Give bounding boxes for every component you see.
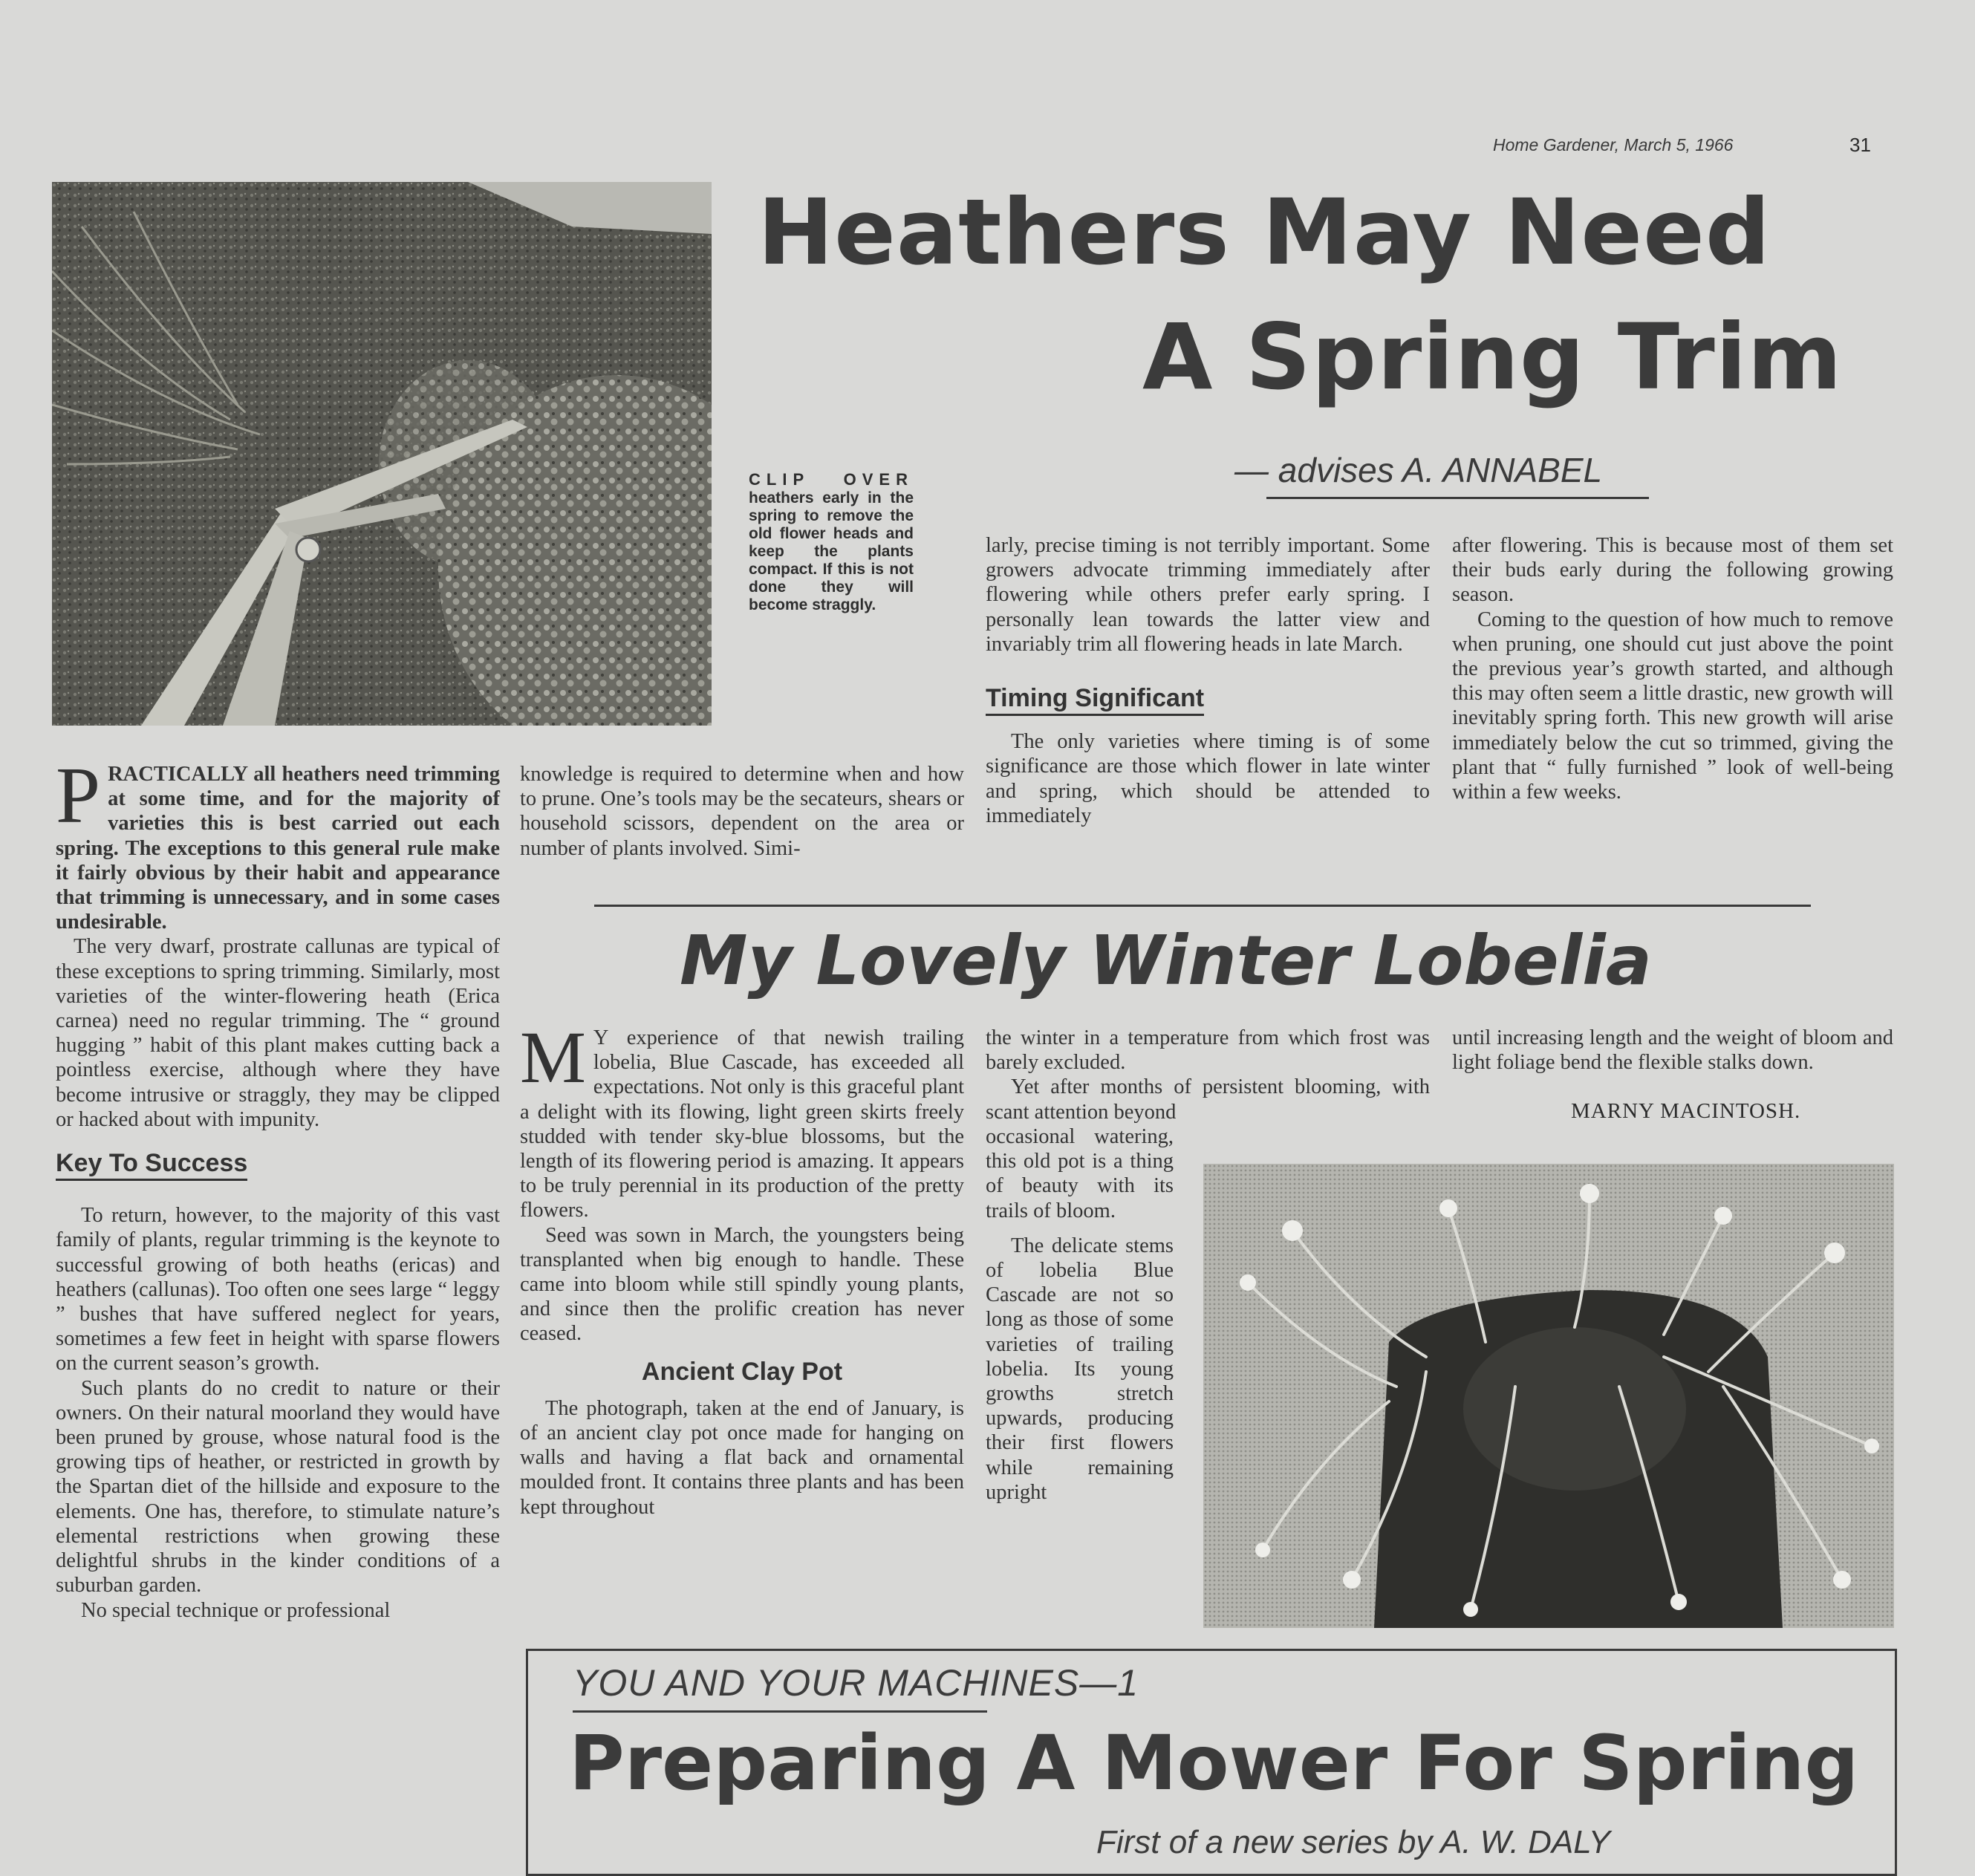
page-number: 31 xyxy=(1849,134,1871,156)
lobelia-column-2 xyxy=(986,1026,1430,1124)
shears-on-heather-image xyxy=(52,182,712,726)
byline-underline xyxy=(1266,497,1649,499)
caption-text: heathers early in the spring to remove the old flower heads and keep the plants compact. If this is not done they will become straggly. xyxy=(749,489,914,613)
heathers-column-2 xyxy=(520,762,964,861)
lobelia-column-1 xyxy=(520,1016,964,1520)
lobelia-dropcap: M xyxy=(520,1016,586,1098)
intro-bold-text: RACTICALLY all heathers need trimming at some time, and for the majority of varieties this is best carried out each spring. The exceptions to this general rule make it fairly obvious by their habit and appearance that trimming is unnecessary, and in some cases undesirable. xyxy=(56,763,500,934)
heathers-column-3 xyxy=(986,533,1430,828)
heathers-byline: — advises A. ANNABEL xyxy=(1234,451,1603,489)
heathers-intro xyxy=(56,752,500,934)
lobelia-paragraph-5: Yet after months of persistent blooming, with scant attention beyond xyxy=(986,1075,1430,1124)
mower-article-title: Preparing A Mower For Spring xyxy=(569,1719,1859,1808)
lobelia-photo xyxy=(1203,1164,1894,1628)
lobelia-paragraph-8: until increasing length and the weight of bloom and light foliage bend the flexible stalks down. xyxy=(1452,1026,1893,1075)
machines-article-box xyxy=(526,1649,1897,1876)
heathers-column-1 xyxy=(56,752,500,1623)
lobelia-title: My Lovely Winter Lobelia xyxy=(680,921,1652,1000)
lobelia-paragraph-1-text: Y experience of that newish trailing lobelia, Blue Cascade, has exceeded all expectations. Not only is this graceful plant a delight with its flowing, light green skirts freely studded with tender sky-blue blossoms, but the length of its flowering period is amazing. It appears to be truly perennial in its production of the pretty flowers. xyxy=(520,1026,964,1222)
lobelia-paragraph-6: occasional watering, this old pot is a thing of beauty with its trails of bloom. xyxy=(986,1125,1174,1222)
subhead-ancient-clay-pot: Ancient Clay Pot xyxy=(641,1357,843,1386)
caption-lead: CLIP OVER xyxy=(749,470,914,489)
heathers-title-line2: A Spring Trim xyxy=(1142,304,1843,410)
heathers-col1-paragraph-3: To return, however, to the majority of this vast family of plants, regular trimming is the keynote to successful growing of both heaths (ericas) and heathers (callunas). Too often one sees large “ leggy ” bushes that have suffered neglect for years, sometimes a few feet in height with sparse flowers on the current season’s growth. xyxy=(56,1204,500,1375)
intro-dropcap: P xyxy=(56,752,101,840)
heathers-col2-paragraph-1: knowledge is required to determine when and how to prune. One’s tools may be the secateurs, shears or household scissors, dependent on the area or number of plants involved. Simi- xyxy=(520,763,964,860)
publication-line: Home Gardener, March 5, 1966 xyxy=(1493,135,1734,154)
heather-photo-caption xyxy=(749,471,914,614)
lobelia-paragraph-2: Seed was sown in March, the youngsters being transplanted when big enough to handle. These came into bloom while still spindly young plants, and since then the prolific creation has never ceased. xyxy=(520,1223,964,1346)
lobelia-paragraph-4: the winter in a temperature from which frost was barely excluded. xyxy=(986,1026,1430,1075)
heathers-col1-paragraph-2: The very dwarf, prostrate callunas are typical of these exceptions to spring trimming. Similarly, most varieties of the winter-flowering heath (Erica carnea) need no regular trimming. The “ ground hugging ” habit of this plant makes cutting back a pointless exercise, although where they have become intrusive or straggly, they may be clipped or hacked about with impunity. xyxy=(56,935,500,1131)
heathers-col4-paragraph-2: Coming to the question of how much to remove when pruning, one should cut just above the point the previous year’s growth started, and although this may often seem a little drastic, new growth will inevitably spring forth. This new growth will arise immediately below the cut so trimmed, giving the plant that “ fully furnished ” look of well-being within a few weeks. xyxy=(1452,608,1893,804)
lobelia-column-2-narrow xyxy=(986,1124,1174,1505)
heathers-col1-paragraph-4: Such plants do no credit to nature or their owners. On their natural moorland they would have been pruned by grouse, whose natural food is the growing tips of heather, or restricted in growth by the Spartan diet of the hillside and exposure to the elements. One has, therefore, to stimulate nature’s elemental restrictions when growing these delightful shrubs in the kinder conditions of a suburban garden. xyxy=(56,1376,500,1597)
heathers-col3-paragraph-1: larly, precise timing is not terribly important. Some growers advocate trimming immediately after flowering while others prefer early spring. I personally lean towards the latter view and invariably trim all flowering heads in late March. xyxy=(986,534,1430,656)
lobelia-pot-image xyxy=(1203,1164,1894,1628)
subhead-key-to-success: Key To Success xyxy=(56,1151,247,1181)
lobelia-signature: MARNY MACINTOSH. xyxy=(1571,1099,1801,1123)
lobelia-column-3 xyxy=(1452,1026,1893,1075)
machines-series-title: YOU AND YOUR MACHINES—1 xyxy=(573,1662,1139,1704)
lobelia-paragraph-7: The delicate stems of lobelia Blue Cascade are not so long as those of some varieties of trailing lobelia. Its young growths stretch upwards, producing their first flowers while remaining upright xyxy=(986,1234,1174,1504)
heathers-col4-paragraph-1: after flowering. This is because most of them set their buds early during the following growing season. xyxy=(1452,534,1893,607)
lobelia-paragraph-3: The photograph, taken at the end of January, is of an ancient clay pot once made for hanging on walls and having a flat back and ornamental moulded front. It contains three plants and has been kept throughout xyxy=(520,1396,964,1519)
heathers-title-line1: Heathers May Need xyxy=(758,180,1771,285)
heather-photo xyxy=(52,182,712,726)
subhead-timing-significant: Timing Significant xyxy=(986,686,1204,716)
heathers-col1-paragraph-5: No special technique or professional xyxy=(81,1598,391,1622)
article-divider xyxy=(594,905,1811,907)
heathers-col3-paragraph-2: The only varieties where timing is of some significance are those which flower in late winter and spring, which should be attended to immediately xyxy=(986,730,1430,827)
lobelia-paragraph-1 xyxy=(520,1016,964,1223)
mower-byline: First of a new series by A. W. DALY xyxy=(1096,1824,1611,1860)
series-underline xyxy=(573,1710,987,1713)
heathers-column-4 xyxy=(1452,533,1893,804)
